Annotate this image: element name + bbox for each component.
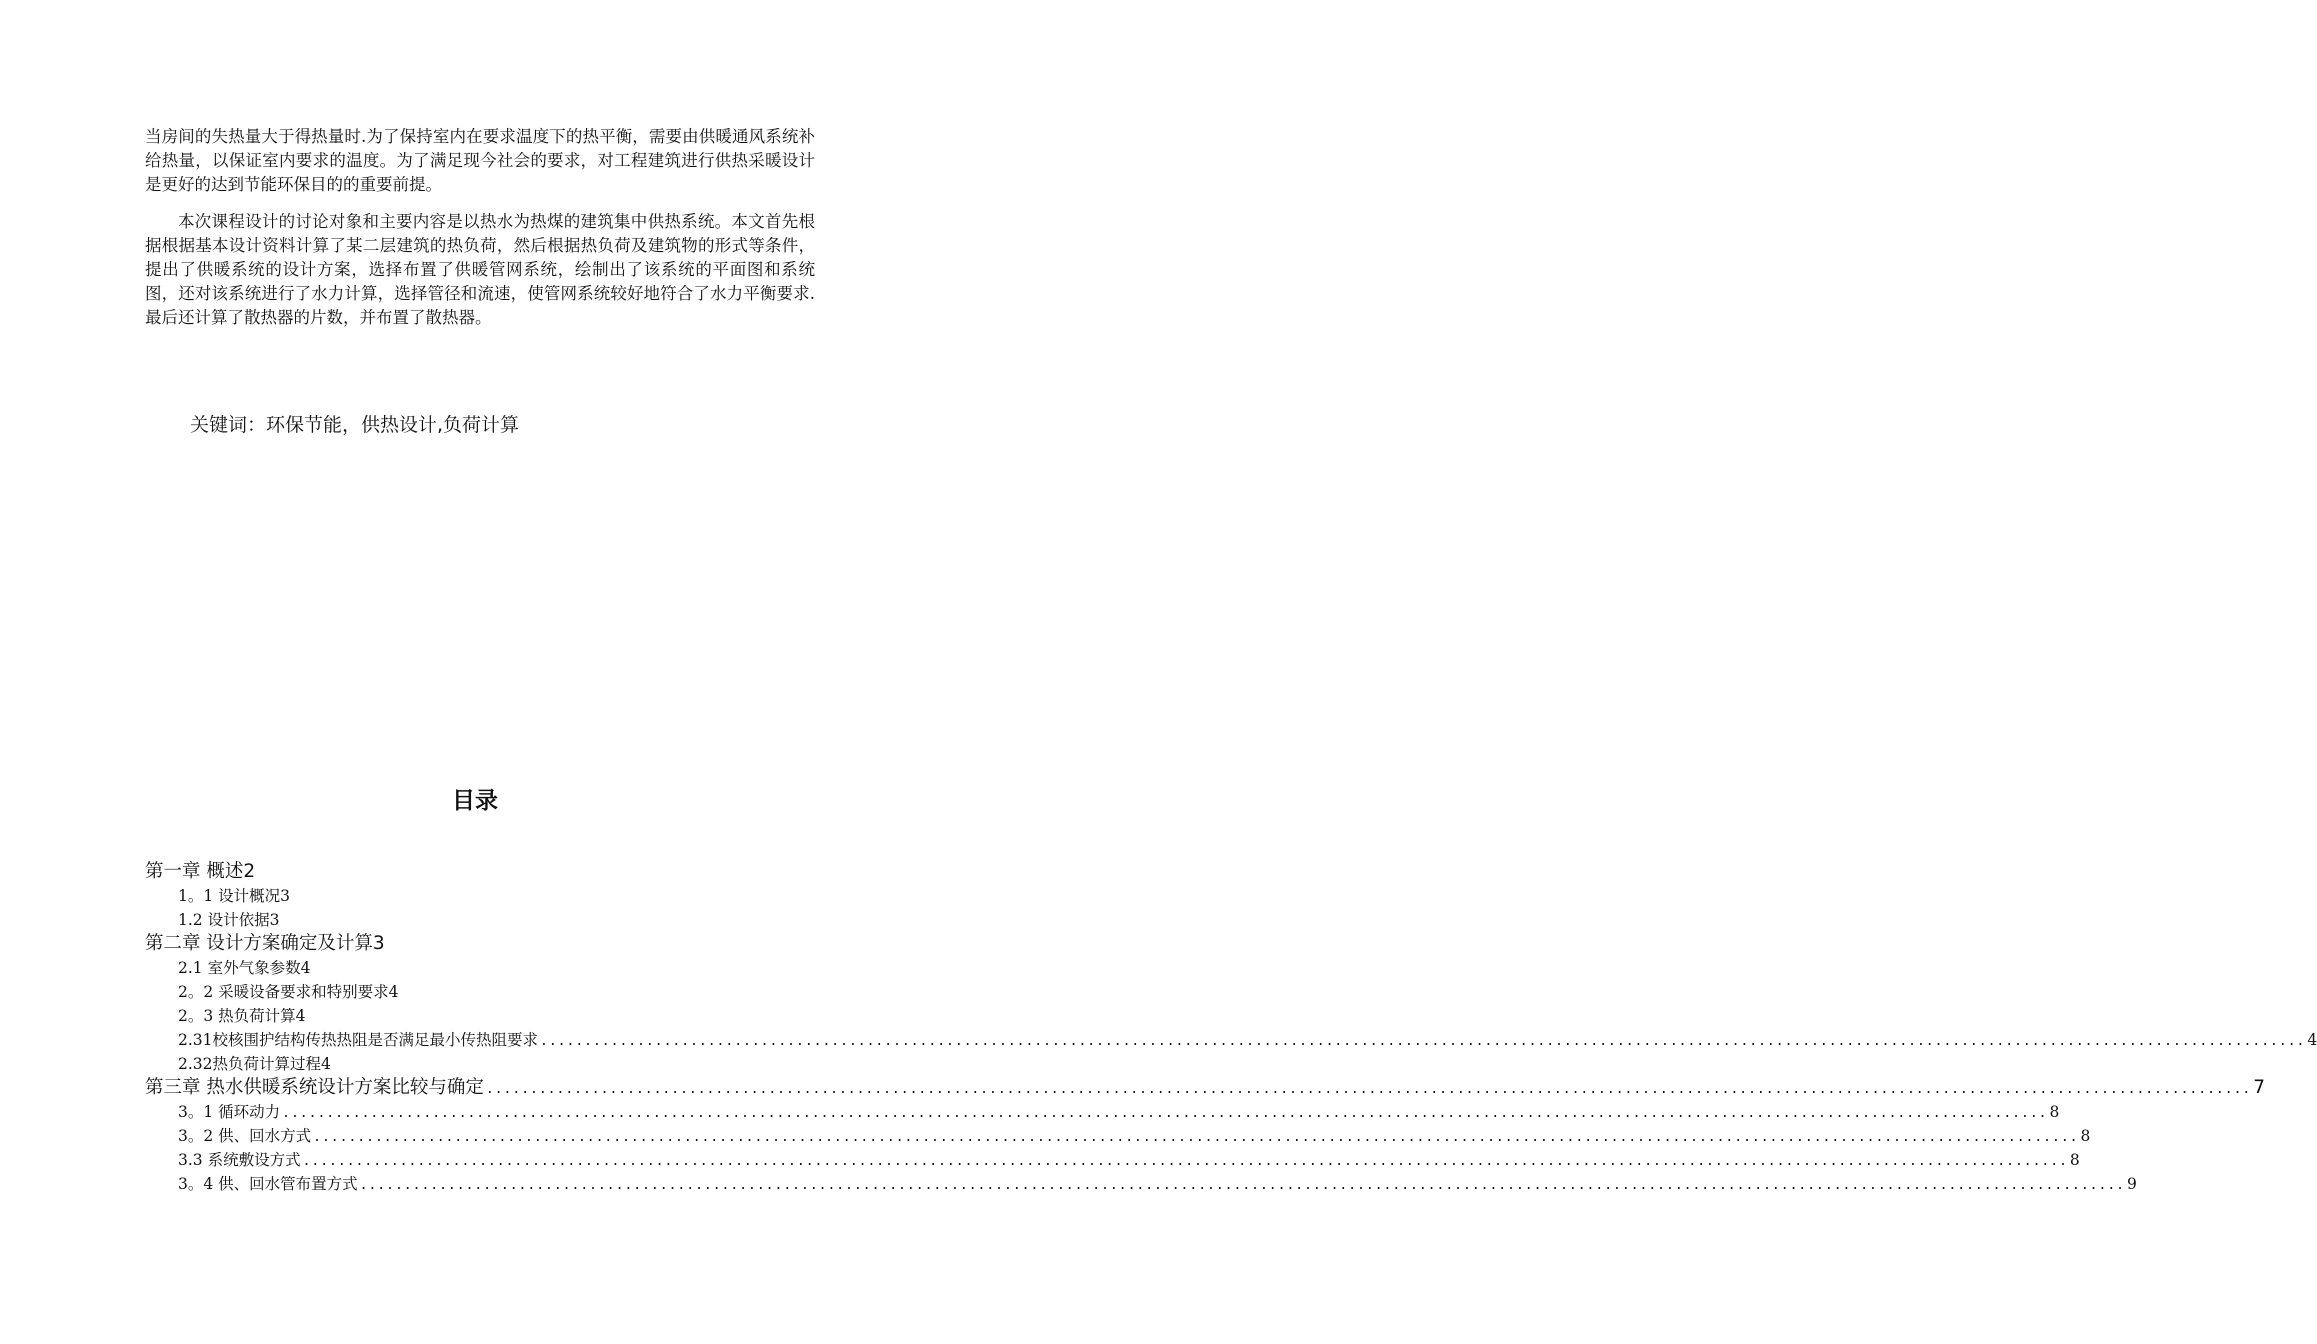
- toc-entry-label: 3.3 系统敷设方式: [178, 1151, 301, 1169]
- toc-section-entry[interactable]: [145, 1172, 2137, 1196]
- toc-page-number: 8: [2080, 1127, 2091, 1145]
- toc-section-entry[interactable]: [145, 1148, 2080, 1172]
- table-of-contents: [145, 860, 2317, 1196]
- toc-page-number: 7: [2253, 1077, 2266, 1098]
- keywords-line: 关键词：环保节能，供热设计,负荷计算: [190, 414, 520, 436]
- toc-entry-label: 2。3 热负荷计算4: [178, 1007, 306, 1025]
- toc-entry-label: 3。2 供、回水方式: [178, 1127, 312, 1145]
- toc-entry-label: 2。2 采暖设备要求和特别要求4: [178, 983, 399, 1001]
- toc-chapter-entry[interactable]: [145, 860, 810, 884]
- toc-section-entry[interactable]: [145, 1124, 2091, 1148]
- toc-leader-dots: ........................................................................................................................................................................................................: [282, 1106, 2048, 1121]
- toc-entry-label: 3。4 供、回水管布置方式: [178, 1175, 358, 1193]
- toc-entry-label: 第三章 热水供暖系统设计方案比较与确定: [145, 1077, 484, 1098]
- toc-title: 目录: [452, 788, 498, 814]
- toc-entry-label: 1。1 设计概况3: [178, 887, 291, 905]
- toc-entry-label: 第一章 概述2: [145, 861, 256, 882]
- toc-entry-label: 第二章 设计方案确定及计算3: [145, 933, 385, 954]
- toc-entry-label: 3。1 循环动力: [178, 1103, 281, 1121]
- toc-leader-dots: ........................................................................................................................................................................................................: [313, 1130, 2079, 1145]
- toc-leader-dots: ........................................................................................................................................................................................................: [485, 1082, 2252, 1097]
- toc-chapter-entry[interactable]: [145, 1076, 2266, 1100]
- toc-entry-label: 2.32热负荷计算过程4: [178, 1055, 331, 1073]
- toc-entry-label: 1.2 设计依据3: [178, 911, 280, 929]
- toc-page-number: 8: [2069, 1151, 2080, 1169]
- toc-section-entry[interactable]: [145, 1100, 2060, 1124]
- toc-section-entry[interactable]: [145, 908, 810, 932]
- toc-entry-label: 2.31校核围护结构传热热阻是否满足最小传热阻要求: [178, 1031, 539, 1049]
- abstract-paragraph-2: 本次课程设计的讨论对象和主要内容是以热水为热煤的建筑集中供热系统。本文首先根据根据基本设计资料计算了某二层建筑的热负荷，然后根据热负荷及建筑物的形式等条件，提出了供暖系统的设计方案，选择布置了供暖管网系统，绘制出了该系统的平面图和系统图，还对该系统进行了水力计算，选择管径和流速，使管网系统较好地符合了水力平衡要求.最后还计算了散热器的片数，并布置了散热器。: [145, 212, 815, 327]
- toc-leader-dots: ........................................................................................................................................................................................................: [359, 1178, 2125, 1193]
- abstract-paragraph-1: 当房间的失热量大于得热量时.为了保持室内在要求温度下的热平衡，需要由供暖通风系统补给热量，以保证室内要求的温度。为了满足现今社会的要求，对工程建筑进行供热采暖设计是更好的达到节能环保目的的重要前提。: [145, 127, 815, 194]
- toc-section-entry[interactable]: [145, 1028, 2317, 1052]
- toc-section-entry[interactable]: [145, 1004, 810, 1028]
- toc-section-entry[interactable]: [145, 980, 810, 1004]
- toc-section-entry[interactable]: [145, 884, 810, 908]
- toc-entry-label: 2.1 室外气象参数4: [178, 959, 311, 977]
- toc-section-entry[interactable]: [145, 1052, 810, 1076]
- toc-chapter-entry[interactable]: [145, 932, 810, 956]
- toc-page-number: 4: [2307, 1031, 2317, 1049]
- toc-section-entry[interactable]: [145, 956, 810, 980]
- toc-leader-dots: ........................................................................................................................................................................................................: [540, 1034, 2306, 1049]
- toc-page-number: 8: [2049, 1103, 2060, 1121]
- toc-page-number: 9: [2127, 1175, 2137, 1193]
- toc-leader-dots: ........................................................................................................................................................................................................: [302, 1154, 2068, 1169]
